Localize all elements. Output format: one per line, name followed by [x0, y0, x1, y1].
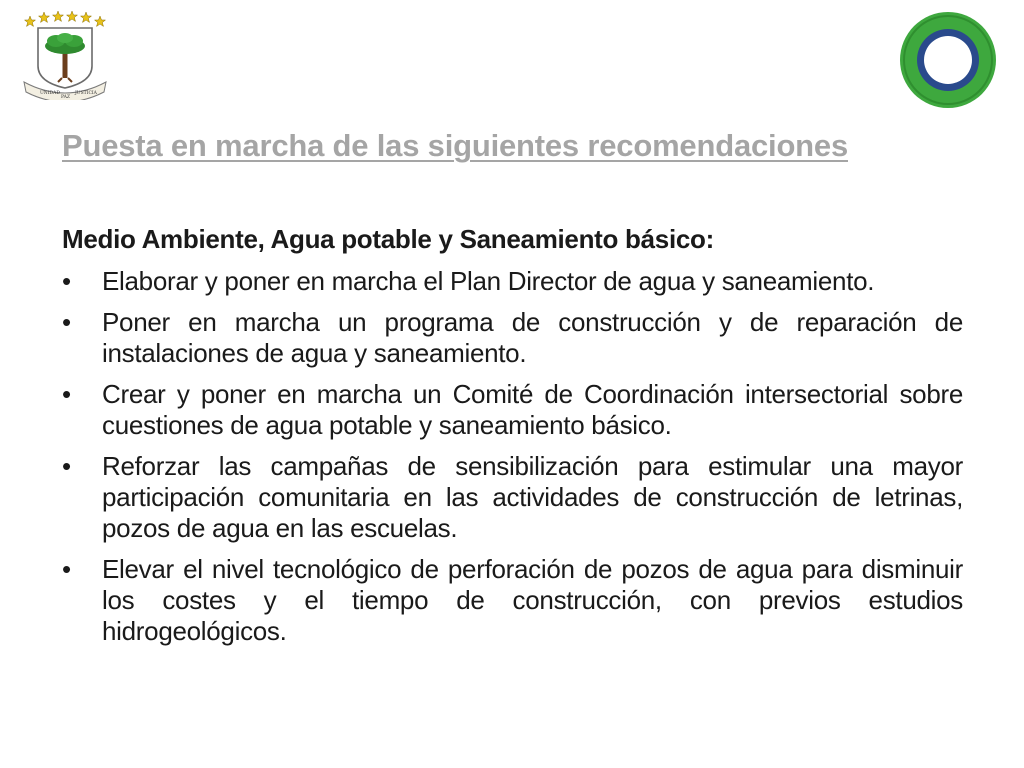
list-item [62, 379, 963, 441]
list-item-text: Reforzar las campañas de sensibilización para estimular una mayor participación comunitaria en las actividades de construcción de letrinas, pozos de agua en las escuelas. [102, 451, 963, 543]
bullet-icon: • [62, 379, 71, 409]
bullet-icon: • [62, 451, 71, 481]
recommendation-list [62, 266, 963, 657]
list-item [62, 451, 963, 544]
list-item [62, 554, 963, 647]
ring-logo-icon [898, 10, 998, 110]
list-item-text: Elevar el nivel tecnológico de perforación de pozos de agua para disminuir los costes y el tiempo de construcción, con previos estudios hidrogeológicos. [102, 554, 963, 646]
list-item [62, 266, 963, 297]
bullet-icon: • [62, 307, 71, 337]
list-item-text: Poner en marcha un programa de construcción y de reparación de instalaciones de agua y saneamiento. [102, 307, 963, 368]
section-subtitle: Medio Ambiente, Agua potable y Saneamiento básico: [62, 224, 714, 254]
coat-of-arms-icon [18, 8, 112, 100]
list-item-text: Crear y poner en marcha un Comité de Coordinación intersectorial sobre cuestiones de agua potable y saneamiento básico. [102, 379, 963, 440]
motto-word: JUSTICIA [75, 91, 97, 96]
motto-word: PAZ [61, 95, 70, 100]
list-item [62, 307, 963, 369]
motto-word: UNIDAD [40, 91, 60, 96]
page-title: Puesta en marcha de las siguientes recomendaciones [62, 128, 848, 163]
list-item-text: Elaborar y poner en marcha el Plan Director de agua y saneamiento. [102, 266, 875, 296]
bullet-icon: • [62, 266, 71, 296]
bullet-icon: • [62, 554, 71, 584]
